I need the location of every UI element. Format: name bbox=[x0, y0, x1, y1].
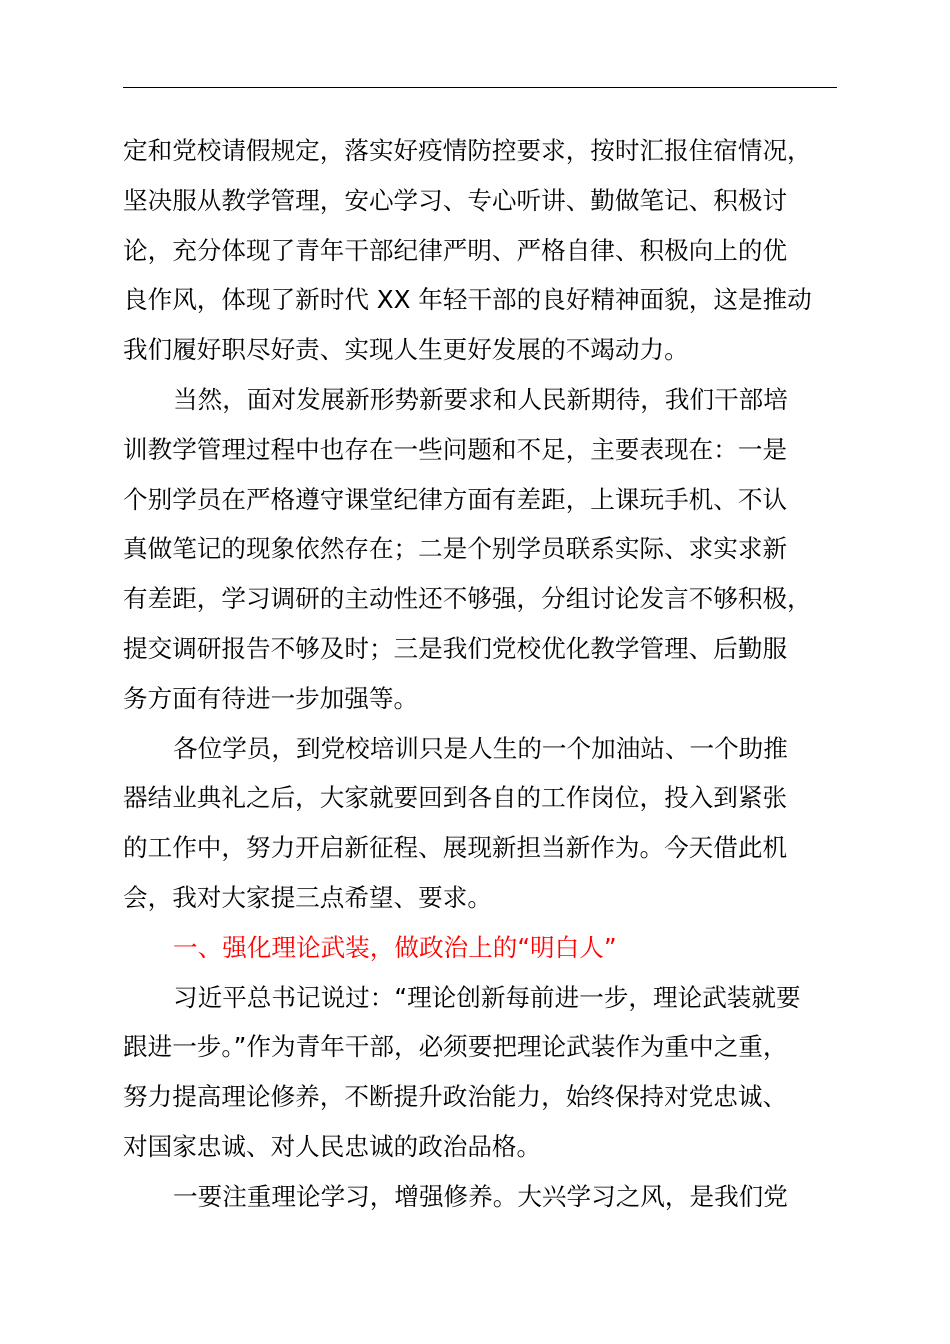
text-line: 定和党校请假规定，落实好疫情防控要求，按时汇报住宿情况， bbox=[123, 136, 812, 165]
text-line: 器结业典礼之后，大家就要回到各自的工作岗位，投入到紧张 bbox=[123, 783, 788, 813]
header-rule bbox=[123, 87, 837, 88]
paragraph-start-line: 一要注重理论学习，增强修养。大兴学习之风，是我们党 bbox=[173, 1181, 788, 1211]
text-line: 我们履好职尽好责、实现人生更好发展的不竭动力。 bbox=[123, 335, 689, 365]
text-line: 跟进一步。”作为青年干部，必须要把理论武装作为重中之重， bbox=[123, 1032, 788, 1062]
text-line: 对国家忠诚、对人民忠诚的政治品格。 bbox=[123, 1131, 542, 1161]
text-line: 有差距，学习调研的主动性还不够强，分组讨论发言不够积极， bbox=[123, 584, 812, 614]
text-line: 真做笔记的现象依然存在；二是个别学员联系实际、求实求新 bbox=[123, 534, 788, 564]
text-line: 论，充分体现了青年干部纪律严明、严格自律、积极向上的优 bbox=[123, 235, 788, 265]
text-line: 提交调研报告不够及时；三是我们党校优化教学管理、后勤服 bbox=[123, 633, 788, 663]
text-line: 个别学员在严格遵守课堂纪律方面有差距，上课玩手机、不认 bbox=[123, 484, 788, 514]
text-line: 坚决服从教学管理，安心学习、专心听讲、勤做笔记、积极讨 bbox=[123, 185, 788, 215]
text-line: 务方面有待进一步加强等。 bbox=[123, 683, 419, 713]
text-line: 训教学管理过程中也存在一些问题和不足，主要表现在：一是 bbox=[123, 434, 788, 464]
text-line: 会，我对大家提三点希望、要求。 bbox=[123, 882, 492, 912]
paragraph-start-line: 当然，面对发展新形势新要求和人民新期待，我们干部培 bbox=[173, 384, 788, 414]
paragraph-start-line: 各位学员，到党校培训只是人生的一个加油站、一个助推 bbox=[173, 733, 788, 763]
paragraph-start-line: 习近平总书记说过：“理论创新每前进一步，理论武装就要 bbox=[173, 982, 801, 1012]
body-text bbox=[123, 126, 863, 1222]
text-line: 的工作中，努力开启新征程、展现新担当新作为。今天借此机 bbox=[123, 833, 788, 863]
section-heading: 一、强化理论武装，做政治上的“明白人” bbox=[173, 932, 617, 962]
text-line: 良作风，体现了新时代 XX 年轻干部的良好精神面貌，这是推动 bbox=[123, 285, 812, 315]
text-line: 努力提高理论修养，不断提升政治能力，始终保持对党忠诚、 bbox=[123, 1082, 788, 1112]
